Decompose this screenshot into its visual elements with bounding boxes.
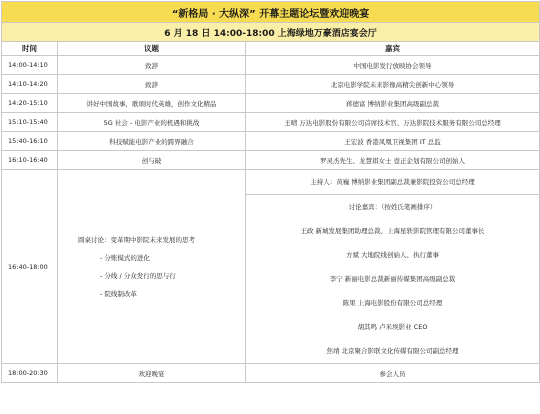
forum-guests-cell — [246, 170, 540, 364]
row-topic: 创与破 — [58, 151, 246, 170]
page-subtitle: 6 月 18 日 14:00-18:00 上海绿地万豪酒店宴会厅 — [2, 23, 540, 42]
forum-guest: 王政 新城发展集团助理总裁、上海星轶影院管理有限公司董事长 — [300, 227, 485, 235]
row-guests: 蒋德富 博纳影业集团高级副总裁 — [246, 94, 540, 113]
row-guests: 北京电影学院未来影像高精尖创新中心领导 — [246, 75, 540, 94]
forum-time: 16:40-18:00 — [2, 170, 58, 364]
header-time: 时间 — [2, 42, 58, 56]
row-time: 18:00-20:30 — [2, 364, 58, 383]
title-row — [2, 2, 540, 23]
row-topic: 科技赋能电影产业的跨界融合 — [58, 132, 246, 151]
forum-topic-point: - 院线制改革 — [100, 289, 137, 298]
row-time: 15:40-16:10 — [2, 132, 58, 151]
row-topic: 致辞 — [58, 56, 246, 75]
forum-topic — [58, 170, 246, 364]
table-row — [2, 151, 540, 170]
forum-guest: 方斌 大地院线创始人、执行董事 — [345, 251, 440, 259]
agenda-sheet — [1, 1, 539, 383]
table-row — [2, 113, 540, 132]
table-row — [2, 56, 540, 75]
row-guests: 参会人员 — [246, 364, 540, 383]
agenda-table — [1, 1, 540, 383]
forum-guest: 胡其鸣 卢米埃影业 CEO — [357, 323, 428, 331]
row-guests: 中国电影发行放映协会领导 — [246, 56, 540, 75]
table-row — [2, 132, 540, 151]
forum-guest: 李宁 新丽电影总裁新丽传媒集团高级副总裁 — [329, 275, 456, 283]
forum-host: 主持人：黄巍 博纳影业集团副总裁兼影院投资公司总经理 — [246, 170, 539, 195]
forum-topic-point: - 分账模式的进化 — [100, 253, 150, 262]
forum-row — [2, 170, 540, 364]
forum-guest-heading: 讨论嘉宾：（按姓氏笔画排序） — [348, 203, 437, 211]
forum-topic-point: - 分线 / 分众发行的思与行 — [100, 271, 176, 280]
row-time: 14:10-14:20 — [2, 75, 58, 94]
header-topic: 议题 — [58, 42, 246, 56]
row-topic: 致辞 — [58, 75, 246, 94]
table-row — [2, 75, 540, 94]
forum-guest: 焦靖 北京聚合影联文化传媒有限公司副总经理 — [326, 347, 459, 355]
row-guests: 罗灵杰先生、龙慧祺女士 壹正企划有限公司创始人 — [246, 151, 540, 170]
row-time: 14:20-15:10 — [2, 94, 58, 113]
row-guests: 王宏波 香港凤凰卫视集团 IT 总监 — [246, 132, 540, 151]
row-topic: 讲好中国故事，歌颂时代英雄，创作文化精品 — [58, 94, 246, 113]
row-time: 15:10-15:40 — [2, 113, 58, 132]
row-guests: 王晴 万达电影股份有限公司首席技术官、万达影院技术服务有限公司总经理 — [246, 113, 540, 132]
forum-topic-title: 圆桌讨论：变革期中影院未来发展的思考 — [78, 235, 195, 244]
table-row — [2, 94, 540, 113]
row-time: 14:00-14:10 — [2, 56, 58, 75]
row-time: 16:10-16:40 — [2, 151, 58, 170]
subtitle-row — [2, 23, 540, 42]
forum-guest: 陈果 上海电影股份有限公司总经理 — [342, 299, 443, 307]
table-row — [2, 364, 540, 383]
header-guests: 嘉宾 — [246, 42, 540, 56]
page-title: “新格局 · 大纵深” 开幕主题论坛暨欢迎晚宴 — [2, 2, 540, 23]
header-row — [2, 42, 540, 56]
row-topic: 5G 社会 - 电影产业的机遇和挑战 — [58, 113, 246, 132]
row-topic: 欢迎晚宴 — [58, 364, 246, 383]
